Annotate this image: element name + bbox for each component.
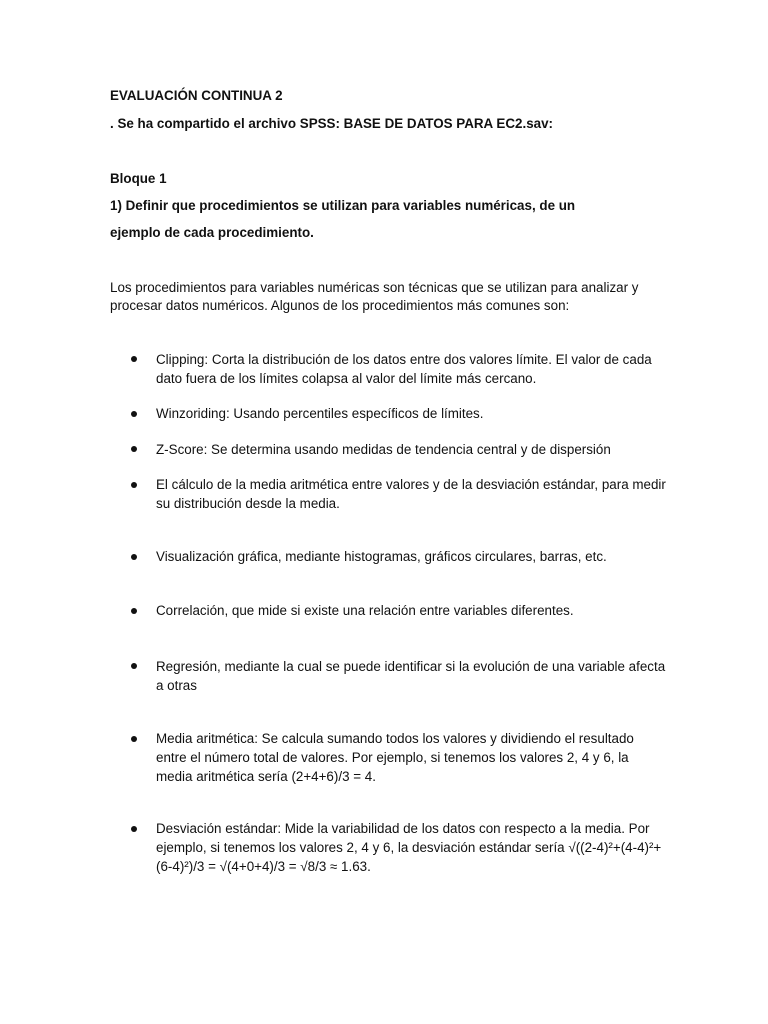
- bullet-icon: [131, 411, 137, 417]
- intro-line-2: procesar datos numéricos. Algunos de los procedimientos más comunes son:: [110, 298, 570, 313]
- bullet-icon: [131, 554, 137, 560]
- bullet-icon: [131, 356, 137, 362]
- list-item: Z-Score: Se determina usando medidas de tendencia central y de dispersión: [156, 442, 611, 457]
- intro-line-1: Los procedimientos para variables numéricas son técnicas que se utilizan para analizar y: [110, 280, 639, 295]
- list-item: El cálculo de la media aritmética entre valores y de la desviación estándar, para medir su distribución desde la media.: [156, 477, 666, 511]
- block-heading: Bloque 1: [110, 171, 167, 186]
- bullet-icon: [131, 826, 137, 832]
- list-item: Winzoriding: Usando percentiles específicos de límites.: [156, 406, 484, 421]
- list-item: Media aritmética: Se calcula sumando todos los valores y dividiendo el resultado entre el número total de valores. Por ejemplo, si tenemos los valores 2, 4 y 6, la media aritmética sería (2+4+6)/3 = 4.: [156, 731, 634, 784]
- bullet-icon: [131, 736, 137, 742]
- bullet-icon: [131, 482, 137, 488]
- bullet-icon: [131, 663, 137, 669]
- list-item: Correlación, que mide si existe una relación entre variables diferentes.: [156, 603, 574, 618]
- document-title: EVALUACIÓN CONTINUA 2: [110, 88, 283, 103]
- bullet-icon: [131, 608, 137, 614]
- list-item: Clipping: Corta la distribución de los datos entre dos valores límite. El valor de cada dato fuera de los límites colapsa al valor del límite más cercano.: [156, 352, 652, 386]
- list-item: Desviación estándar: Mide la variabilidad de los datos con respecto a la media. Por ejemplo, si tenemos los valores 2, 4 y 6, la desviación estándar sería √((2-4)²+(4-4)²+(6-4)²)/3 = √(4+0+4)/3 = √8/3 ≈ 1.63.: [156, 821, 662, 874]
- bullet-icon: [131, 446, 137, 452]
- question-line-1: 1) Definir que procedimientos se utilizan para variables numéricas, de un: [110, 198, 576, 213]
- list-item: Regresión, mediante la cual se puede identificar si la evolución de una variable afecta a otras: [156, 659, 666, 693]
- shared-file-line: . Se ha compartido el archivo SPSS: BASE DE DATOS PARA EC2.sav:: [110, 116, 554, 131]
- question-line-2: ejemplo de cada procedimiento.: [110, 225, 314, 240]
- list-item: Visualización gráfica, mediante histogramas, gráficos circulares, barras, etc.: [156, 549, 607, 564]
